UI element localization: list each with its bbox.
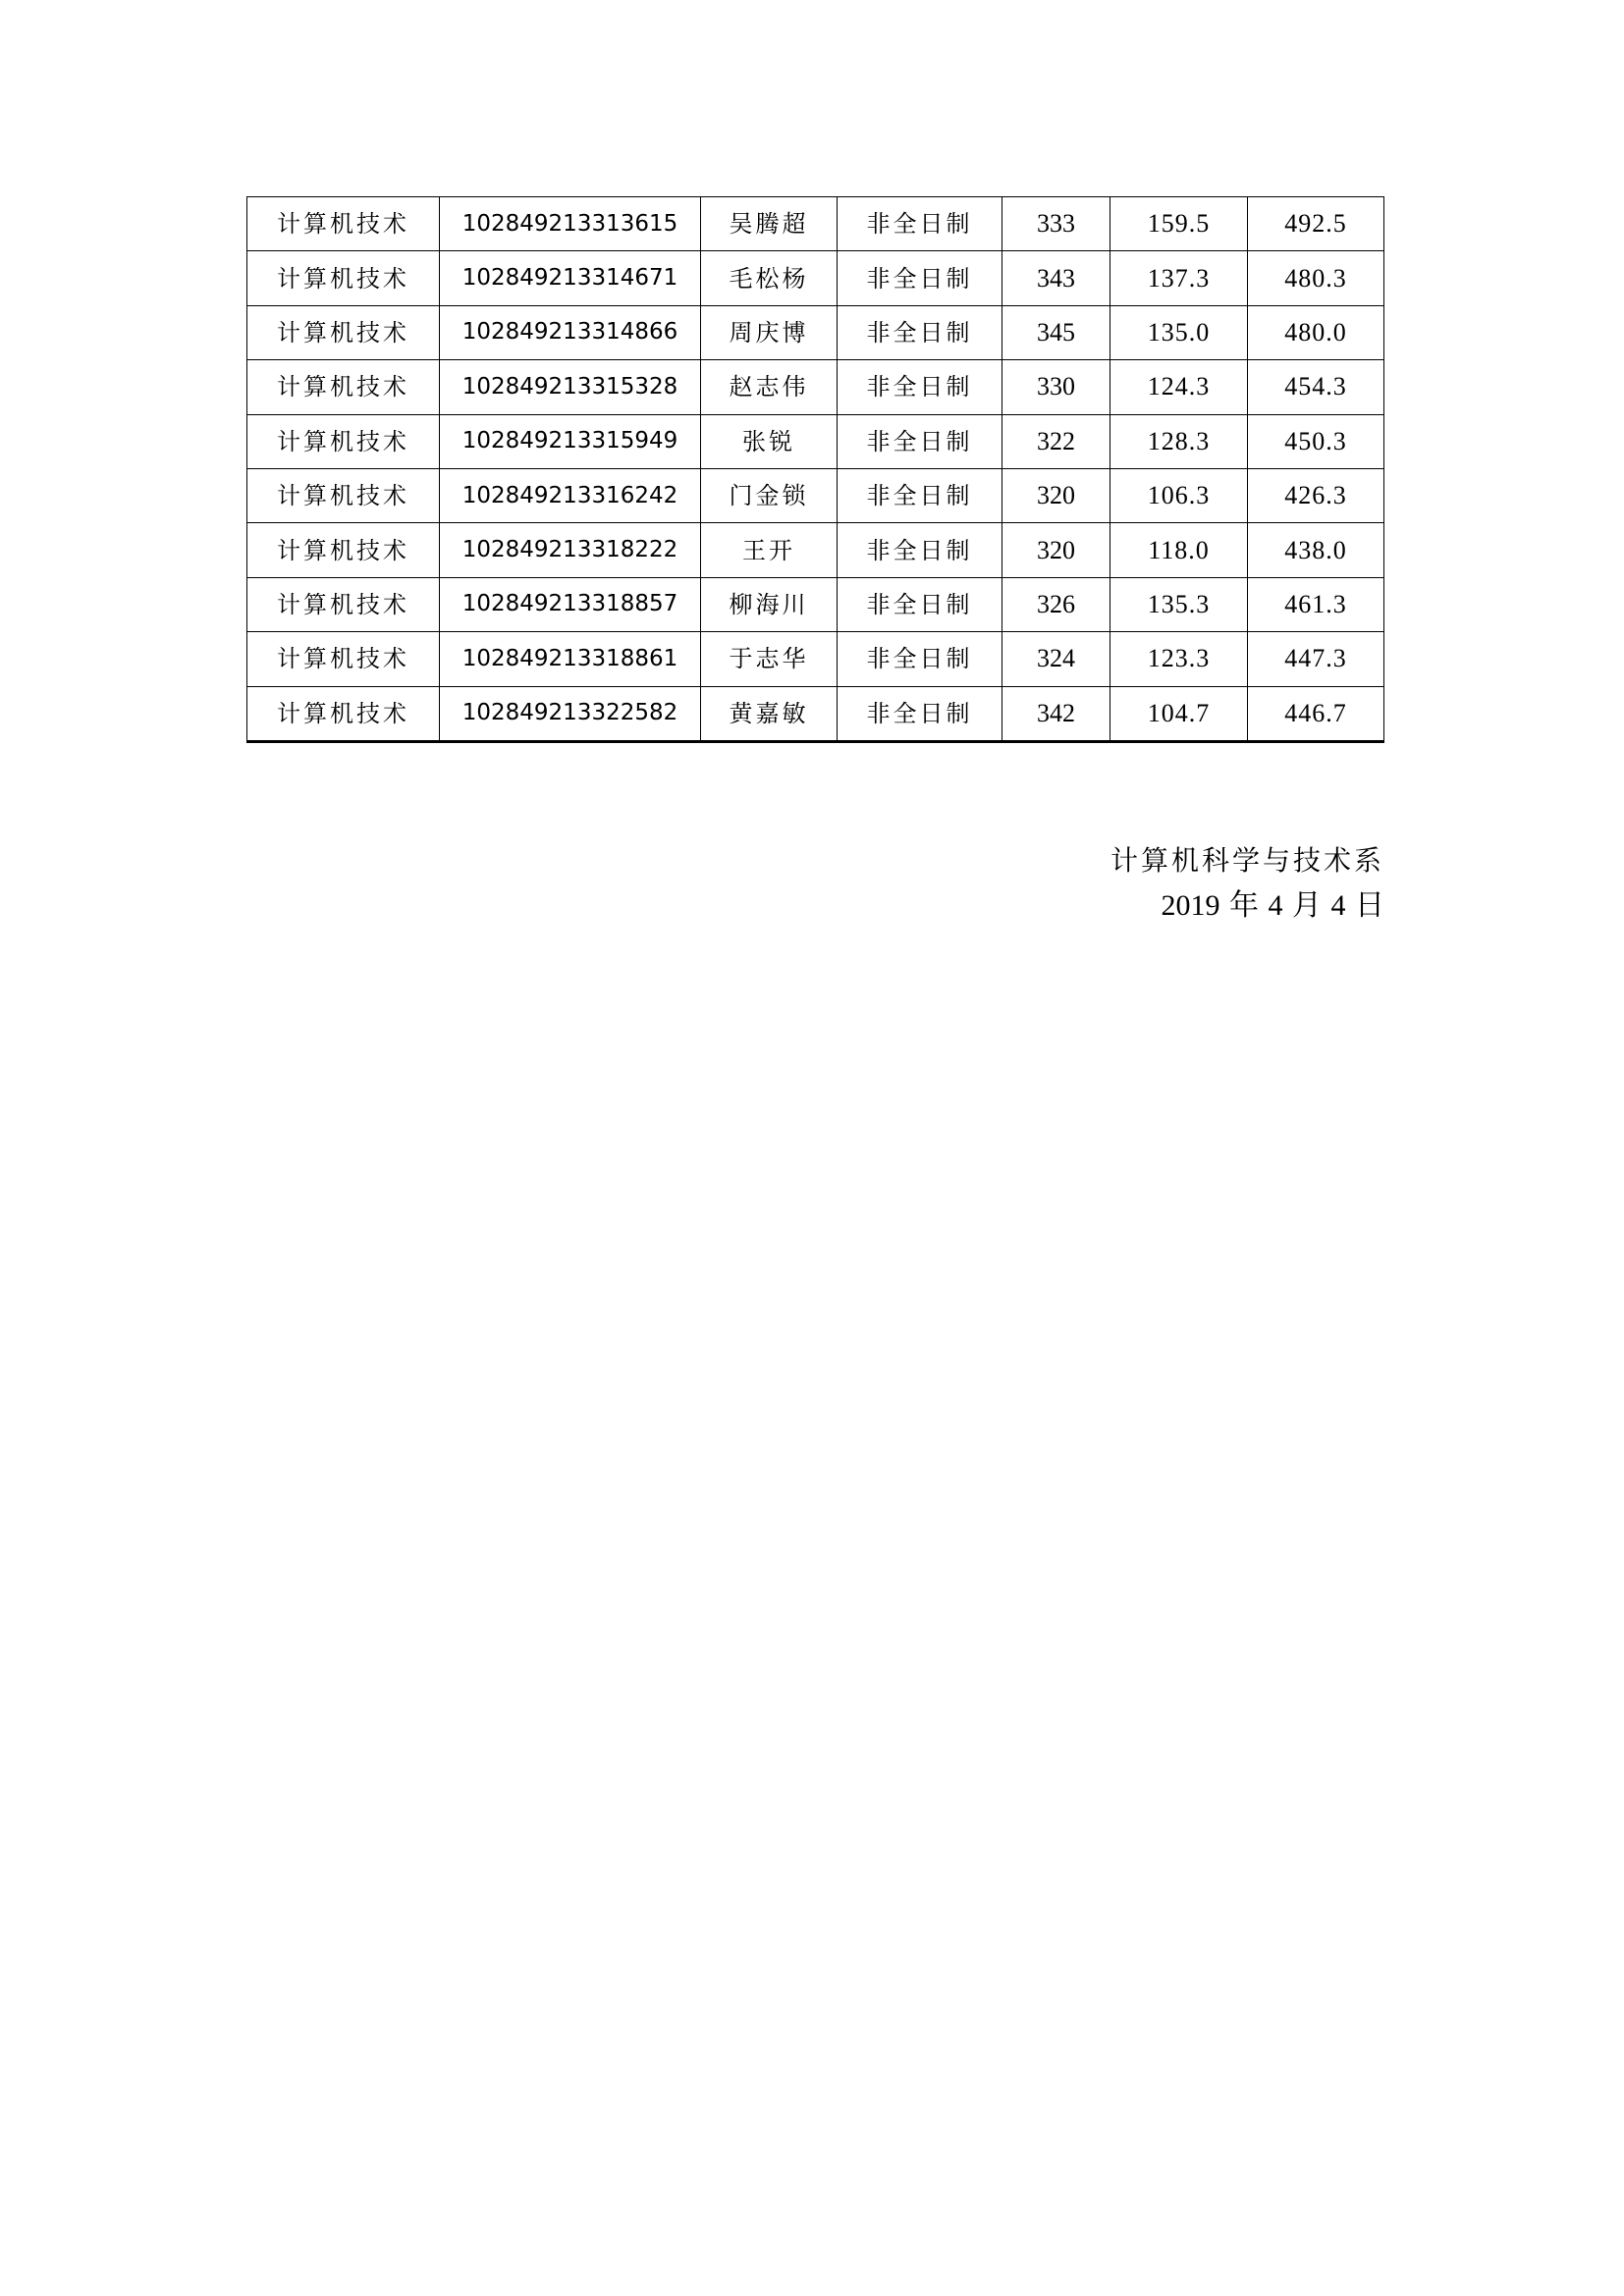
cell-study-mode: 非全日制 — [838, 414, 1002, 468]
cell-name: 柳海川 — [701, 577, 838, 631]
cell-total-score: 450.3 — [1248, 414, 1384, 468]
table-row — [247, 523, 1384, 577]
cell-major: 计算机技术 — [247, 468, 440, 522]
cell-retest-score: 128.3 — [1110, 414, 1248, 468]
cell-retest-score: 135.0 — [1110, 305, 1248, 359]
cell-major: 计算机技术 — [247, 251, 440, 305]
cell-exam-id: 102849213314671 — [440, 251, 701, 305]
cell-name: 于志华 — [701, 632, 838, 686]
cell-name: 毛松杨 — [701, 251, 838, 305]
cell-study-mode: 非全日制 — [838, 468, 1002, 522]
cell-retest-score: 118.0 — [1110, 523, 1248, 577]
cell-exam-id: 102849213318861 — [440, 632, 701, 686]
cell-name: 王开 — [701, 523, 838, 577]
cell-name: 张锐 — [701, 414, 838, 468]
department-name: 计算机科学与技术系 — [1110, 844, 1384, 877]
cell-exam-id: 102849213318857 — [440, 577, 701, 631]
cell-exam-id: 102849213318222 — [440, 523, 701, 577]
cell-major: 计算机技术 — [247, 360, 440, 414]
cell-retest-score: 137.3 — [1110, 251, 1248, 305]
table-row — [247, 414, 1384, 468]
cell-exam-id: 102849213315328 — [440, 360, 701, 414]
cell-initial-score: 345 — [1002, 305, 1110, 359]
cell-initial-score: 320 — [1002, 523, 1110, 577]
cell-name: 赵志伟 — [701, 360, 838, 414]
cell-study-mode: 非全日制 — [838, 197, 1002, 251]
cell-major: 计算机技术 — [247, 414, 440, 468]
cell-exam-id: 102849213314866 — [440, 305, 701, 359]
cell-total-score: 480.3 — [1248, 251, 1384, 305]
cell-major: 计算机技术 — [247, 577, 440, 631]
cell-retest-score: 104.7 — [1110, 686, 1248, 741]
cell-initial-score: 324 — [1002, 632, 1110, 686]
table-row — [247, 686, 1384, 741]
cell-study-mode: 非全日制 — [838, 523, 1002, 577]
cell-exam-id: 102849213313615 — [440, 197, 701, 251]
cell-retest-score: 123.3 — [1110, 632, 1248, 686]
cell-retest-score: 135.3 — [1110, 577, 1248, 631]
cell-name: 周庆博 — [701, 305, 838, 359]
cell-total-score: 461.3 — [1248, 577, 1384, 631]
cell-initial-score: 342 — [1002, 686, 1110, 741]
table-body — [247, 197, 1384, 742]
cell-total-score: 446.7 — [1248, 686, 1384, 741]
signature-date: 2019 年 4 月 4 日 — [1161, 889, 1384, 922]
cell-total-score: 492.5 — [1248, 197, 1384, 251]
cell-initial-score: 333 — [1002, 197, 1110, 251]
table-row — [247, 305, 1384, 359]
cell-study-mode: 非全日制 — [838, 360, 1002, 414]
cell-name: 门金锁 — [701, 468, 838, 522]
cell-initial-score: 326 — [1002, 577, 1110, 631]
cell-name: 黄嘉敏 — [701, 686, 838, 741]
cell-initial-score: 322 — [1002, 414, 1110, 468]
admission-results-table — [246, 196, 1384, 743]
cell-major: 计算机技术 — [247, 305, 440, 359]
cell-study-mode: 非全日制 — [838, 305, 1002, 359]
cell-study-mode: 非全日制 — [838, 577, 1002, 631]
cell-initial-score: 343 — [1002, 251, 1110, 305]
cell-exam-id: 102849213315949 — [440, 414, 701, 468]
cell-major: 计算机技术 — [247, 523, 440, 577]
cell-exam-id: 102849213316242 — [440, 468, 701, 522]
cell-study-mode: 非全日制 — [838, 251, 1002, 305]
cell-total-score: 447.3 — [1248, 632, 1384, 686]
cell-initial-score: 330 — [1002, 360, 1110, 414]
cell-retest-score: 124.3 — [1110, 360, 1248, 414]
cell-study-mode: 非全日制 — [838, 686, 1002, 741]
cell-total-score: 480.0 — [1248, 305, 1384, 359]
cell-initial-score: 320 — [1002, 468, 1110, 522]
cell-major: 计算机技术 — [247, 686, 440, 741]
cell-retest-score: 159.5 — [1110, 197, 1248, 251]
table-row — [247, 632, 1384, 686]
cell-exam-id: 102849213322582 — [440, 686, 701, 741]
table-row — [247, 251, 1384, 305]
cell-total-score: 426.3 — [1248, 468, 1384, 522]
cell-total-score: 454.3 — [1248, 360, 1384, 414]
cell-name: 吴腾超 — [701, 197, 838, 251]
table-row — [247, 360, 1384, 414]
cell-study-mode: 非全日制 — [838, 632, 1002, 686]
signature-block — [1110, 838, 1384, 929]
table-row — [247, 577, 1384, 631]
table-row — [247, 197, 1384, 251]
cell-major: 计算机技术 — [247, 632, 440, 686]
table-row — [247, 468, 1384, 522]
cell-retest-score: 106.3 — [1110, 468, 1248, 522]
cell-total-score: 438.0 — [1248, 523, 1384, 577]
cell-major: 计算机技术 — [247, 197, 440, 251]
